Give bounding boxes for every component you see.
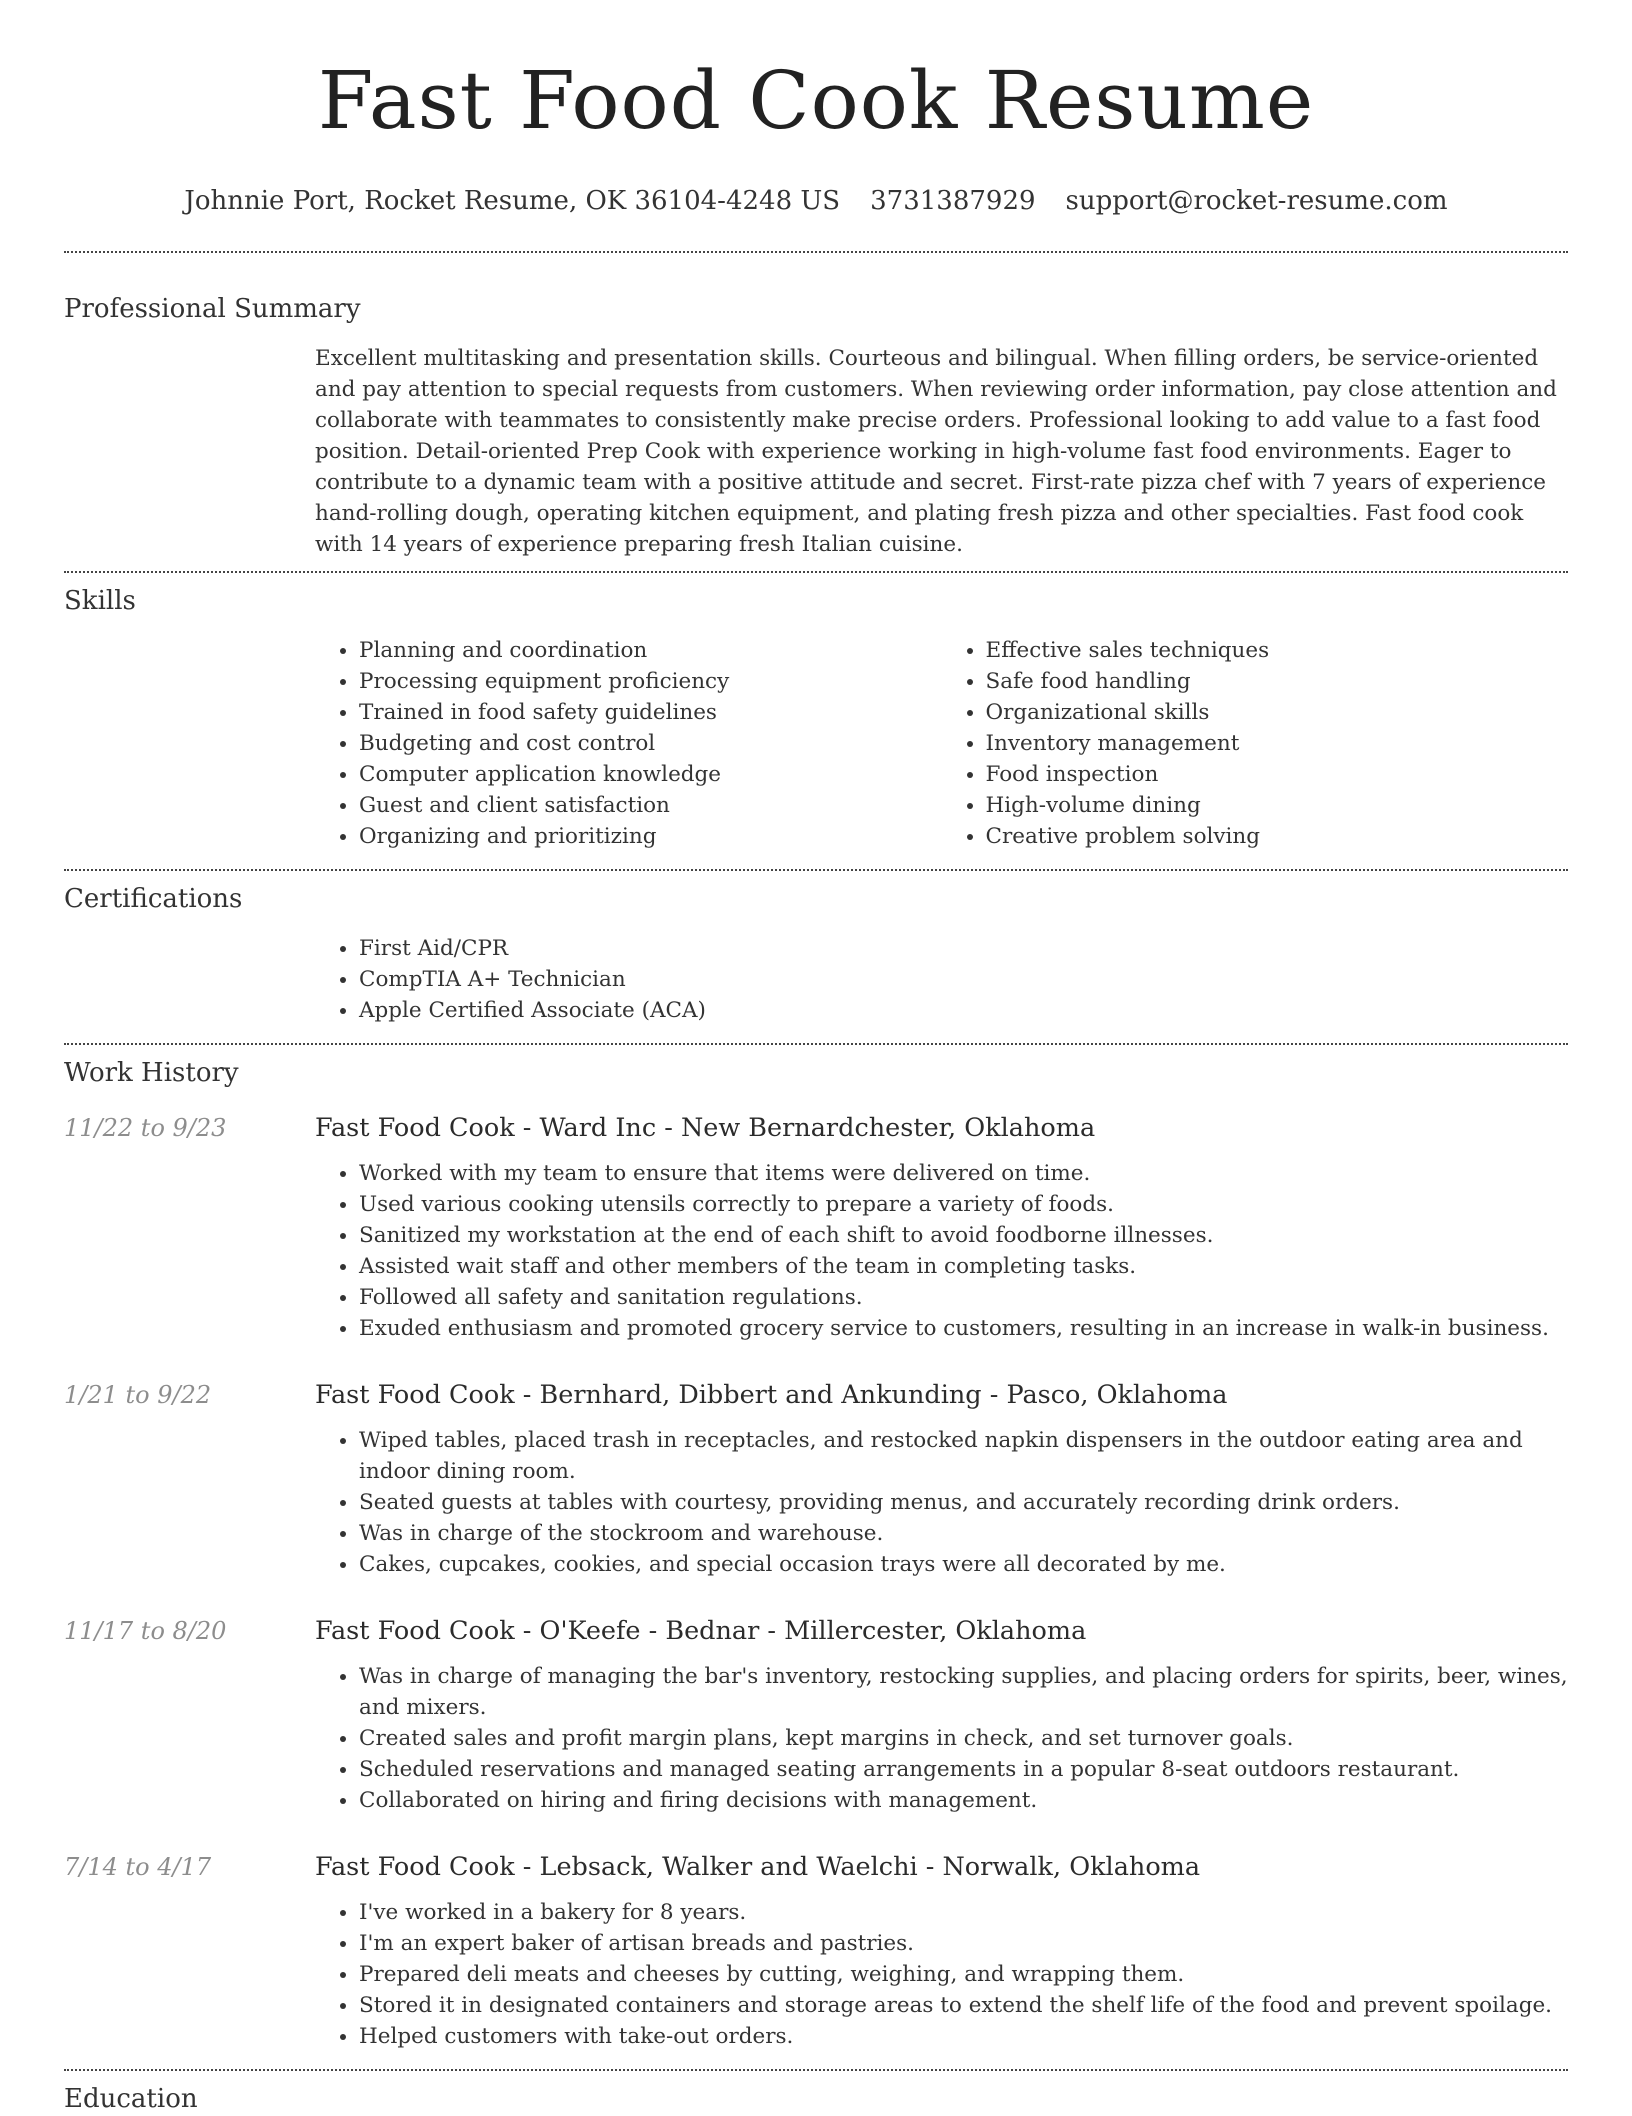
list-item: • First Aid/CPR — [359, 933, 1568, 964]
contact-line — [64, 184, 1568, 218]
job-entry — [64, 1112, 1568, 1344]
work-history-section — [64, 1045, 1568, 2069]
section-heading-education: Education — [64, 2084, 198, 2114]
list-item: • Scheduled reservations and managed seating arrangements in a popular 8-seat outdoors restaurant. — [359, 1754, 1568, 1785]
job-dates: 11/22 to 9/23 — [64, 1114, 227, 1142]
list-item: • Exuded enthusiasm and promoted grocery service to customers, resulting in an increase in walk-in business. — [359, 1313, 1568, 1344]
list-item: • CompTIA A+ Technician — [359, 964, 1568, 995]
summary-section — [64, 253, 1568, 571]
skills-list-left — [315, 635, 942, 852]
list-item: • Processing equipment proficiency — [359, 666, 942, 697]
list-item: • Planning and coordination — [359, 635, 942, 666]
job-bullets — [315, 1425, 1568, 1580]
list-item: • Stored it in designated containers and storage areas to extend the shelf life of the food and prevent spoilage. — [359, 1990, 1568, 2021]
list-item: • High-volume dining — [986, 790, 1569, 821]
list-item: • Was in charge of the stockroom and warehouse. — [359, 1518, 1568, 1549]
skills-list-right — [942, 635, 1569, 852]
list-item: • Organizational skills — [986, 697, 1569, 728]
job-bullets — [315, 1158, 1568, 1344]
list-item: • Effective sales techniques — [986, 635, 1569, 666]
list-item: • Cakes, cupcakes, cookies, and special occasion trays were all decorated by me. — [359, 1549, 1568, 1580]
job-bullets — [315, 1897, 1568, 2052]
list-item: • Budgeting and cost control — [359, 728, 942, 759]
education-section — [64, 2071, 1568, 2116]
certifications-section — [64, 871, 1568, 1043]
list-item: • Trained in food safety guidelines — [359, 697, 942, 728]
list-item: • Sanitized my workstation at the end of each shift to avoid foodborne illnesses. — [359, 1220, 1568, 1251]
list-item: • Food inspection — [986, 759, 1569, 790]
list-item: • Prepared deli meats and cheeses by cutting, weighing, and wrapping them. — [359, 1959, 1568, 1990]
section-heading-skills: Skills — [64, 586, 136, 616]
section-heading-summary: Professional Summary — [64, 294, 361, 324]
list-item: • Worked with my team to ensure that items were delivered on time. — [359, 1158, 1568, 1189]
job-dates: 7/14 to 4/17 — [64, 1853, 212, 1881]
resume-title: Fast Food Cook Resume — [317, 54, 1315, 147]
list-item: • Safe food handling — [986, 666, 1569, 697]
list-item: • Created sales and profit margin plans, kept margins in check, and set turnover goals. — [359, 1723, 1568, 1754]
job-entry — [64, 1379, 1568, 1580]
list-item: • Used various cooking utensils correctly to prepare a variety of foods. — [359, 1189, 1568, 1220]
contact-address: Johnnie Port, Rocket Resume, OK 36104-4248 US — [184, 186, 841, 216]
job-title: Fast Food Cook - Lebsack, Walker and Waelchi - Norwalk, Oklahoma — [315, 1852, 1201, 1882]
list-item: • Seated guests at tables with courtesy, providing menus, and accurately recording drink orders. — [359, 1487, 1568, 1518]
job-entry — [64, 1615, 1568, 1816]
contact-phone: 3731387929 — [870, 186, 1036, 216]
job-dates: 11/17 to 8/20 — [64, 1617, 227, 1645]
job-title: Fast Food Cook - Ward Inc - New Bernardchester, Oklahoma — [315, 1113, 1096, 1143]
resume-page — [64, 0, 1568, 2116]
list-item: • Computer application knowledge — [359, 759, 942, 790]
list-item: • Organizing and prioritizing — [359, 821, 942, 852]
job-dates: 1/21 to 9/22 — [64, 1381, 212, 1409]
list-item: • Followed all safety and sanitation regulations. — [359, 1282, 1568, 1313]
list-item: • Creative problem solving — [986, 821, 1569, 852]
list-item: • Helped customers with take-out orders. — [359, 2021, 1568, 2052]
certifications-list — [315, 933, 1568, 1026]
summary-text: Excellent multitasking and presentation skills. Courteous and bilingual. When filling orders, be service-oriented and pay attention to special requests from customers. When reviewing order information, pay close attention and collaborate with teammates to consistently make precise orders. Professional looking to add value to a fast food position. Detail-oriented Prep Cook with experience working in high-volume fast food environments. Eager to contribute to a dynamic team with a positive attitude and secret. First-rate pizza chef with 7 years of experience hand-rolling dough, operating kitchen equipment, and plating fresh pizza and other specialties. Fast food cook with 14 years of experience preparing fresh Italian cuisine. — [315, 346, 1557, 557]
list-item: • Assisted wait staff and other members of the team in completing tasks. — [359, 1251, 1568, 1282]
list-item: • Apple Certified Associate (ACA) — [359, 995, 1568, 1026]
list-item: • Collaborated on hiring and firing decisions with management. — [359, 1785, 1568, 1816]
list-item: • Inventory management — [986, 728, 1569, 759]
skills-section — [64, 573, 1568, 869]
list-item: • Wiped tables, placed trash in receptacles, and restocked napkin dispensers in the outdoor eating area and indoor dining room. — [359, 1425, 1568, 1487]
list-item: • Guest and client satisfaction — [359, 790, 942, 821]
job-title: Fast Food Cook - Bernhard, Dibbert and Ankunding - Pasco, Oklahoma — [315, 1380, 1228, 1410]
section-heading-work-history: Work History — [64, 1058, 239, 1088]
list-item: • Was in charge of managing the bar's inventory, restocking supplies, and placing orders for spirits, beer, wines, and mixers. — [359, 1661, 1568, 1723]
job-title: Fast Food Cook - O'Keefe - Bednar - Millercester, Oklahoma — [315, 1616, 1087, 1646]
contact-email: support@rocket-resume.com — [1065, 186, 1448, 216]
section-heading-certifications: Certifications — [64, 884, 243, 914]
job-entry — [64, 1851, 1568, 2069]
list-item: • I'm an expert baker of artisan breads and pastries. — [359, 1928, 1568, 1959]
job-bullets — [315, 1661, 1568, 1816]
list-item: • I've worked in a bakery for 8 years. — [359, 1897, 1568, 1928]
